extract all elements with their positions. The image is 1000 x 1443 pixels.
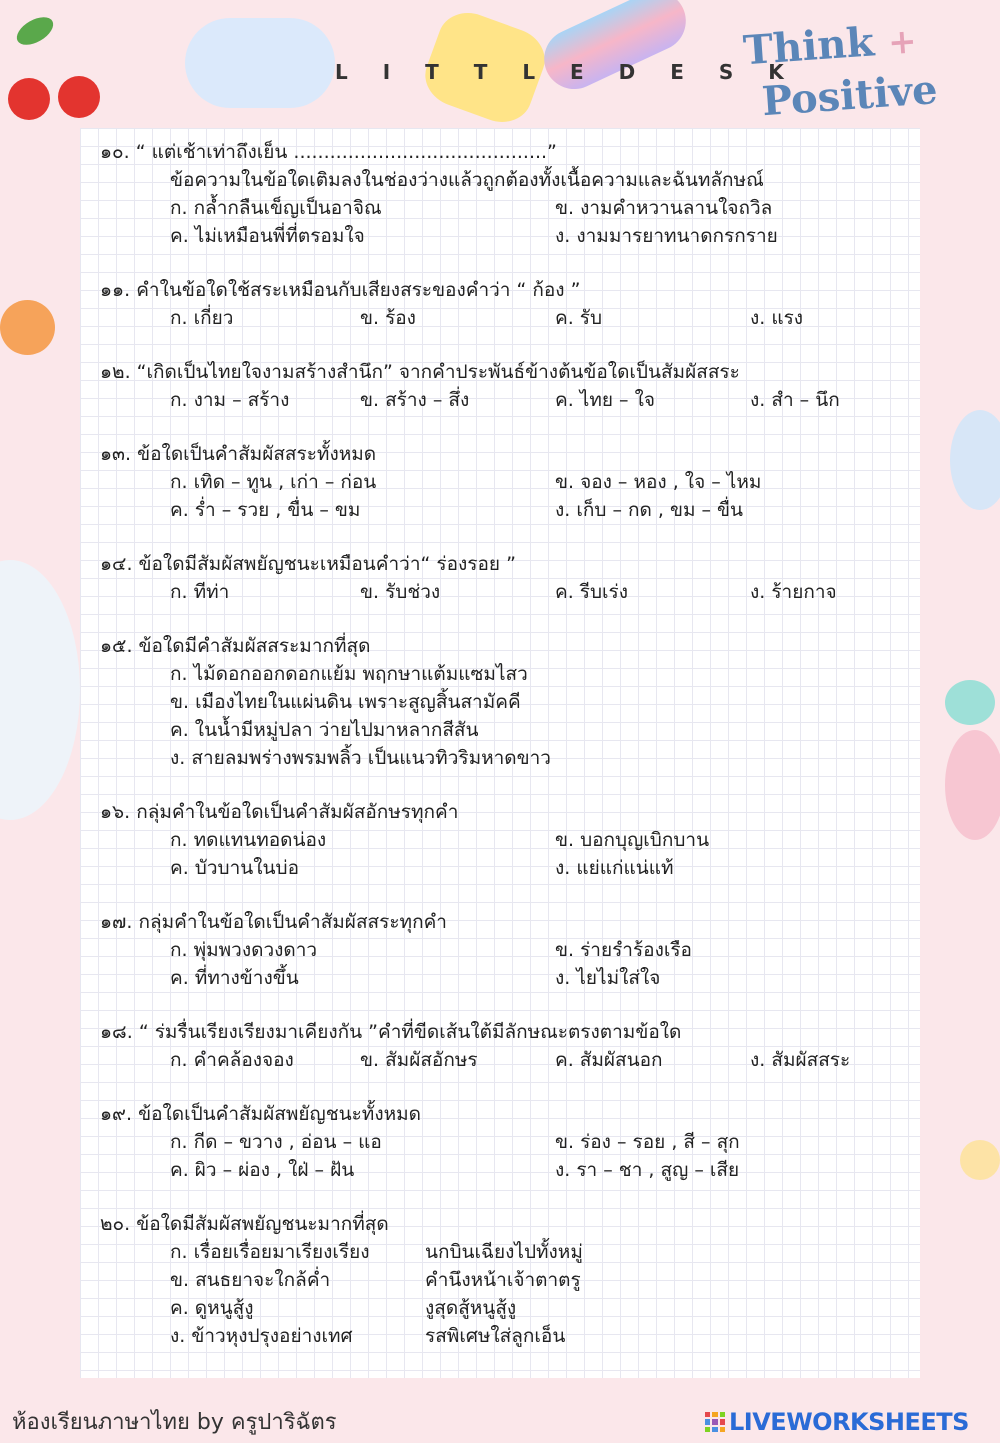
liveworksheets-logo[interactable] xyxy=(705,1402,969,1442)
option[interactable]: ง. สำ – นึก xyxy=(750,389,840,411)
question-stem: ข้อใดมีสัมผัสพยัญชนะเหมือนคำว่า“ ร่องรอย ” xyxy=(138,553,516,575)
option[interactable]: ก. งาม – สร้าง xyxy=(170,389,290,411)
option[interactable]: ง. แรง xyxy=(750,307,804,329)
option[interactable]: ก. ไม้ดอกออกดอกแย้ม พฤกษาแต้มแซมไสว xyxy=(170,663,528,685)
option[interactable]: ข. สร้าง – สึ่ง xyxy=(360,389,470,411)
option-second-line: นกบินเฉียงไปทั้งหมู่ xyxy=(425,1241,583,1263)
slogan-line1: Think xyxy=(741,18,876,75)
question xyxy=(100,138,920,250)
option-first-line: ข. สนธยาจะใกล้ค่ำ xyxy=(170,1269,331,1291)
flower-decoration xyxy=(0,300,55,355)
option[interactable] xyxy=(100,1322,920,1350)
question-stem: ข้อใดเป็นคำสัมผัสพยัญชนะทั้งหมด xyxy=(138,1103,421,1125)
question xyxy=(100,798,920,882)
question-number: ๑๙. xyxy=(100,1103,133,1125)
option[interactable]: ง. แย่แก่แน่แท้ xyxy=(555,857,674,879)
option[interactable]: ค. ในน้ำมีหมู่ปลา ว่ายไปมาหลากสีสัน xyxy=(170,719,479,741)
question-stem: กลุ่มคำในข้อใดเป็นคำสัมผัสอักษรทุกคำ xyxy=(136,801,459,823)
option[interactable]: ข. บอกบุญเบิกบาน xyxy=(555,829,710,851)
leaf-decoration xyxy=(12,11,58,50)
dot-decoration xyxy=(960,1140,1000,1180)
question-number: ๑๓. xyxy=(100,443,132,465)
option[interactable]: ค. สัมผัสนอก xyxy=(555,1049,663,1071)
option[interactable]: ก. เทิด – ทูน , เก่า – ก่อน xyxy=(170,471,377,493)
question-number: ๑๗. xyxy=(100,911,133,933)
brand-header: L I T T L E D E S K xyxy=(335,60,798,84)
option-second-line: รสพิเศษใส่ลูกเอ็น xyxy=(425,1325,566,1347)
question-stem: คำในข้อใดใช้สระเหมือนกับเสียงสระของคำว่า “ ก้อง ” xyxy=(136,279,581,301)
option-first-line: ค. ดูหนูสู้งู xyxy=(170,1297,254,1319)
option[interactable]: ข. ร้อง xyxy=(360,307,416,329)
cherry-icon xyxy=(58,76,100,118)
option[interactable]: ข. ร่ายรำร้องเรือ xyxy=(555,939,692,961)
option[interactable]: ง. รา – ชา , สูญ – เสีย xyxy=(555,1159,740,1181)
cherry-icon xyxy=(8,78,50,120)
rainbow-decoration xyxy=(950,410,1000,510)
pink-character-decoration xyxy=(945,730,1000,840)
question xyxy=(100,1210,920,1350)
question-stem: “ ร่มรื่นเรียงเรียงมาเคียงกัน ”คำที่ขีดเส้นใต้มีลักษณะตรงตามข้อใด xyxy=(138,1021,682,1043)
question-stem: ข้อใดมีสัมผัสพยัญชนะมากที่สุด xyxy=(136,1213,389,1235)
question-number: ๑๒. xyxy=(100,361,131,383)
option[interactable]: ข. งามคำหวานลานใจถวิล xyxy=(555,197,773,219)
slogan-line2: Positive xyxy=(760,66,940,126)
option[interactable]: ก. พุ่มพวงดวงดาว xyxy=(170,939,318,961)
option[interactable]: ง. ไยไม่ใส่ใจ xyxy=(555,967,661,989)
question xyxy=(100,632,920,772)
question-number: ๑๑. xyxy=(100,279,131,301)
option[interactable]: ก. กีด – ขวาง , อ่อน – แอ xyxy=(170,1131,382,1153)
slogan xyxy=(742,10,989,128)
option[interactable]: ง. สัมผัสสระ xyxy=(750,1049,851,1071)
option[interactable]: ข. เมืองไทยในแผ่นดิน เพราะสูญสิ้นสามัคคี xyxy=(170,691,521,713)
option-second-line: งูสุดสู้หนูสู้งู xyxy=(425,1297,517,1319)
option[interactable] xyxy=(100,1266,920,1294)
option[interactable]: ค. ไทย – ใจ xyxy=(555,389,655,411)
option[interactable]: ง. เก็บ – กด , ขม – ขื่น xyxy=(555,499,744,521)
option[interactable]: ข. รับช่วง xyxy=(360,581,441,603)
option[interactable]: ค. ที่ทางข้างขึ้น xyxy=(170,967,299,989)
liveworksheets-icon xyxy=(705,1412,725,1432)
question-stem: “เกิดเป็นไทยใจงามสร้างสำนึก” จากคำประพันธ์ข้างต้นข้อใดเป็นสัมผัสสระ xyxy=(136,361,740,383)
option[interactable]: ก. กล้ำกลืนเข็ญเป็นอาจิณ xyxy=(170,197,382,219)
option[interactable] xyxy=(100,1238,920,1266)
question-stem-continued: ข้อความในข้อใดเติมลงในช่องว่างแล้วถูกต้องทั้งเนื้อความและฉันทลักษณ์ xyxy=(170,169,764,191)
option-first-line: ก. เรื่อยเรื่อยมาเรียงเรียง xyxy=(170,1241,370,1263)
question xyxy=(100,908,920,992)
question-number: ๑๕. xyxy=(100,635,133,657)
option[interactable]: ค. ผิว – ผ่อง , ใฝ่ – ฝัน xyxy=(170,1159,355,1181)
option[interactable]: ก. เกี่ยว xyxy=(170,307,234,329)
question-list xyxy=(100,138,920,1376)
question-number: ๑๐. xyxy=(100,141,130,163)
option-first-line: ง. ข้าวหุงปรุงอย่างเทศ xyxy=(170,1325,353,1347)
question xyxy=(100,440,920,524)
option-second-line: คำนึงหน้าเจ้าตาตรู xyxy=(425,1269,581,1291)
question xyxy=(100,1100,920,1184)
option[interactable]: ก. คำคล้องจอง xyxy=(170,1049,294,1071)
liveworksheets-wordmark: LIVEWORKSHEETS xyxy=(729,1408,969,1436)
question xyxy=(100,276,920,332)
question-number: ๑๔. xyxy=(100,553,133,575)
question-stem: ข้อใดมีคำสัมผัสสระมากที่สุด xyxy=(138,635,371,657)
question-number: ๑๘. xyxy=(100,1021,133,1043)
question xyxy=(100,550,920,606)
option[interactable]: ข. ร่อง – รอย , สี – สุก xyxy=(555,1131,740,1153)
question-stem: กลุ่มคำในข้อใดเป็นคำสัมผัสสระทุกคำ xyxy=(138,911,447,933)
rainbow-decoration xyxy=(534,0,695,99)
option[interactable]: ข. สัมผัสอักษร xyxy=(360,1049,478,1071)
option[interactable]: ค. ร่ำ – รวย , ขื่น – ขม xyxy=(170,499,361,521)
option[interactable]: ค. รีบเร่ง xyxy=(555,581,629,603)
plus-icon: + xyxy=(886,21,918,64)
option[interactable]: ก. ทีท่า xyxy=(170,581,230,603)
question-number: ๒๐. xyxy=(100,1213,131,1235)
question-stem: ข้อใดเป็นคำสัมผัสสระทั้งหมด xyxy=(137,443,377,465)
question xyxy=(100,1018,920,1074)
option[interactable]: ค. รับ xyxy=(555,307,603,329)
question-stem: “ แต่เช้าเท่าถึงเย็น ..........................................” xyxy=(135,141,557,163)
plate-decoration xyxy=(0,560,80,820)
option[interactable]: ง. งามมารยาทนาดกรกราย xyxy=(555,225,778,247)
option[interactable]: ก. ทดแทนทอดน่อง xyxy=(170,829,327,851)
option[interactable] xyxy=(100,1294,920,1322)
option[interactable]: ข. จอง – หอง , ใจ – ไหม xyxy=(555,471,762,493)
cloud-decoration xyxy=(185,18,335,108)
question-number: ๑๖. xyxy=(100,801,131,823)
option[interactable]: ค. ไม่เหมือนพี่ที่ตรอมใจ xyxy=(170,225,365,247)
option[interactable]: ค. บัวบานในบ่อ xyxy=(170,857,299,879)
teacher-credit: ห้องเรียนภาษาไทย by ครูปาริฉัตร xyxy=(12,1410,337,1435)
question xyxy=(100,358,920,414)
option[interactable]: ง. สายลมพร่างพรมพลิ้ว เป็นแนวทิวริมหาดขาว xyxy=(170,747,551,769)
option[interactable]: ง. ร้ายกาจ xyxy=(750,581,837,603)
heart-decoration xyxy=(945,680,995,725)
